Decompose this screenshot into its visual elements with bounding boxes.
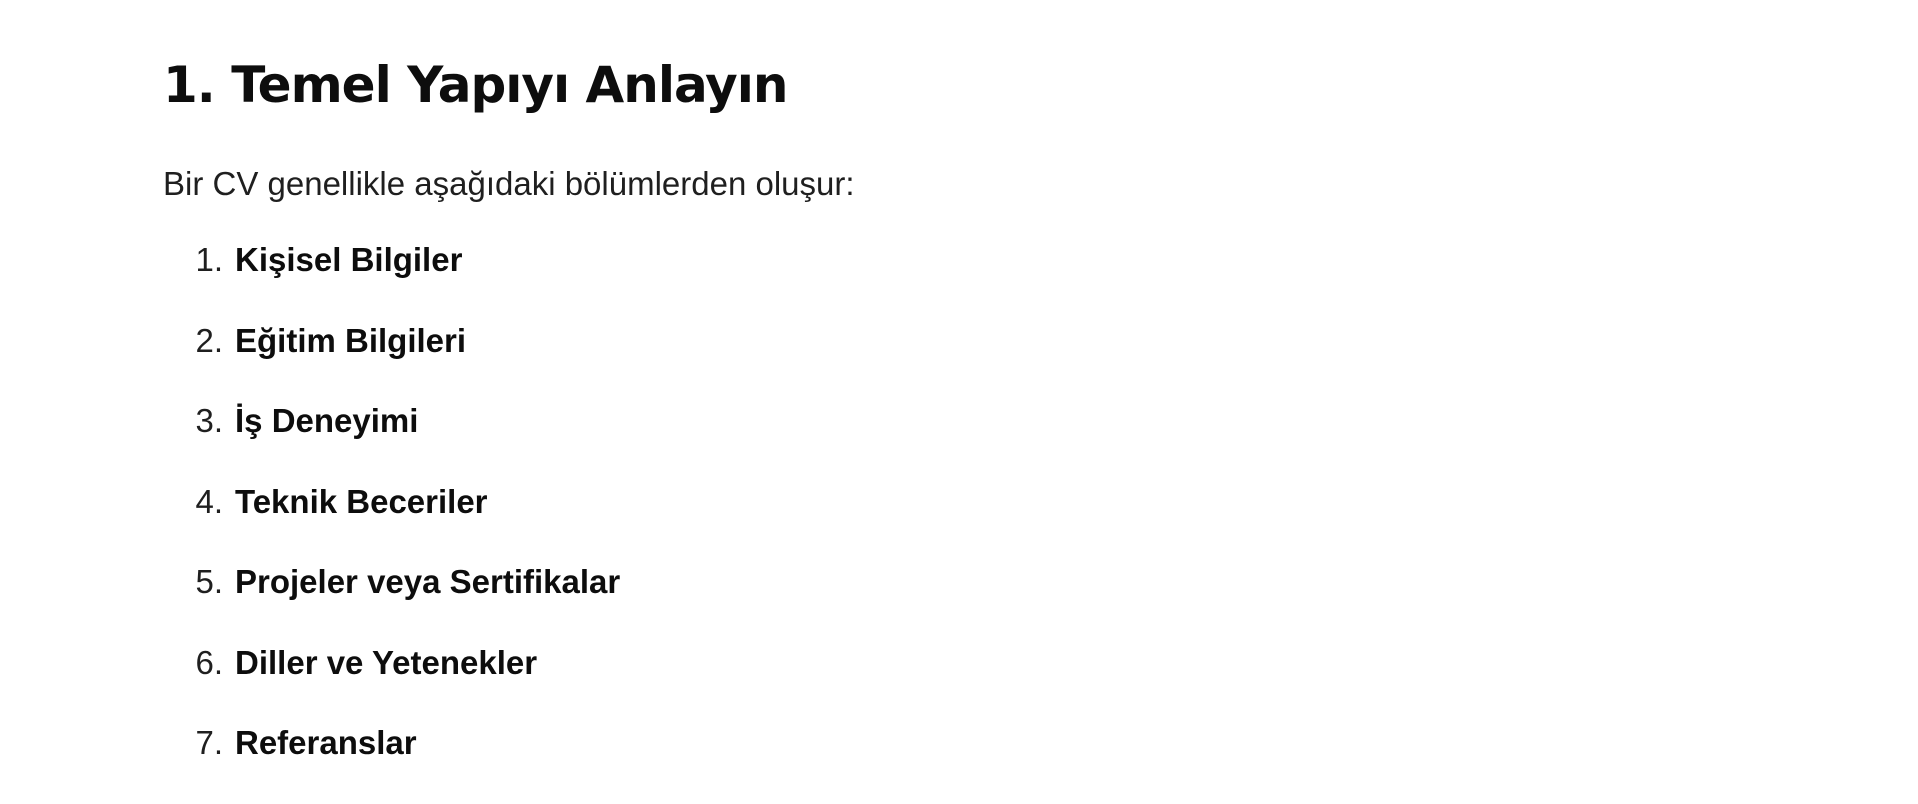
- cv-section-list: [163, 240, 620, 804]
- list-item-number: 5.: [195, 563, 223, 600]
- intro-paragraph: Bir CV genellikle aşağıdaki bölümlerden oluşur:: [163, 165, 855, 202]
- list-item-label: Diller ve Yetenekler: [235, 643, 538, 681]
- section-heading: 1. Temel Yapıyı Anlayın: [163, 56, 788, 114]
- list-item-education: [163, 321, 620, 402]
- list-item-languages: [163, 643, 620, 724]
- list-item-references: [163, 723, 620, 804]
- list-item-label: Teknik Beceriler: [235, 482, 488, 520]
- list-item-label: İş Deneyimi: [235, 402, 419, 439]
- list-item-number: 3.: [195, 402, 223, 439]
- list-item-label: Projeler veya Sertifikalar: [235, 563, 621, 600]
- list-item-label: Kişisel Bilgiler: [235, 241, 463, 278]
- list-item-number: 6.: [195, 643, 223, 681]
- list-item-number: 7.: [195, 724, 223, 761]
- list-item-technical-skills: [163, 482, 620, 563]
- list-item-personal-info: [163, 240, 620, 321]
- list-item-label: Referanslar: [235, 724, 417, 761]
- list-item-label: Eğitim Bilgileri: [235, 321, 467, 359]
- list-item-number: 2.: [195, 321, 223, 359]
- list-item-number: 1.: [195, 241, 223, 278]
- list-item-number: 4.: [195, 482, 223, 520]
- list-item-projects: [163, 562, 620, 643]
- document-content: [163, 48, 1763, 761]
- list-item-work-experience: [163, 401, 620, 482]
